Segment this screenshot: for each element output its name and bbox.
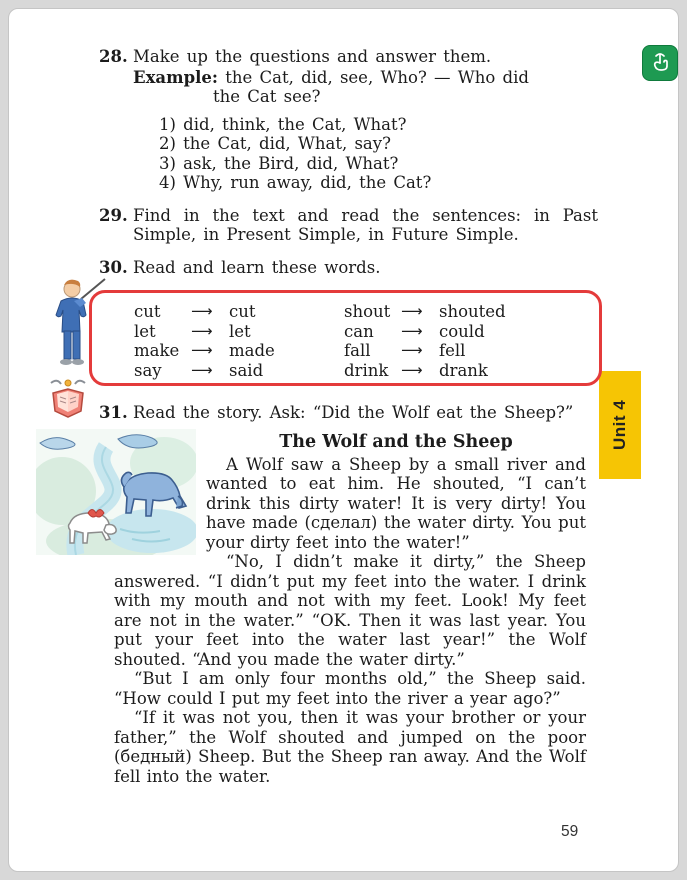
verb-to: could [439, 321, 485, 341]
arrow-icon: ⟶ [191, 302, 213, 320]
arrow-icon: ⟶ [401, 321, 423, 340]
verb-to: shouted [439, 302, 506, 321]
verb-to: made [229, 341, 275, 360]
page-number: 59 [561, 823, 579, 840]
exercise-item: 3) ask, the Bird, did, What? [159, 153, 399, 173]
arrow-icon: ⟶ [191, 360, 213, 379]
story-paragraph: “But I am only four months old,” the Sheep said. “How could I put my feet into the river a year ago?” [114, 669, 586, 708]
exercise-29 [99, 206, 598, 245]
story-paragraph: “No, I didn’t make it dirty,” the Sheep answered. “I didn’t put my feet into the water. I drink with my mouth and not with my feet. Look! My feet are not in the water.” “OK. Then it was last year. You put your feet into the water last year!” the Wolf shouted. “And you made the water dirty.” [114, 552, 586, 669]
exercise-item-list [133, 115, 598, 193]
arrow-icon: ⟶ [401, 360, 423, 379]
arrow-icon: ⟶ [191, 341, 213, 359]
exercise-item: 2) the Cat, did, What, say? [159, 134, 391, 153]
exercise-number: 31. [99, 403, 128, 422]
tap-hand-icon [648, 49, 672, 77]
verb-from: drink [344, 360, 389, 380]
story-title: The Wolf and the Sheep [279, 431, 513, 452]
verb-to: cut [229, 302, 256, 321]
page-content [99, 47, 598, 786]
arrow-icon: ⟶ [401, 341, 423, 359]
unit-tab[interactable]: Unit 4 [599, 371, 641, 479]
story-paragraph: A Wolf saw a Sheep by a small river and wanted to eat him. He shouted, “I can’t drink this dirty water! It is very dirty! You have made (сделал) the water dirty. You put your dirty feet into the water!” [206, 454, 586, 552]
exercise-task: Read the story. Ask: “Did the Wolf eat the Sheep?” [133, 403, 574, 422]
verb-from: fall [344, 341, 371, 360]
exercise-30 [99, 258, 598, 278]
verb-to: said [229, 360, 264, 380]
example-line-1: the Cat, did, see, Who? — Who did [217, 67, 529, 87]
verb-from: make [134, 341, 180, 360]
story-paragraph: “If it was not you, then it was your brother or your father,” the Wolf shouted and jumped on the poor (бедный) Sheep. But the Sheep ran away. And the Wolf fell into the water. [114, 708, 586, 786]
verb-to: drank [439, 360, 488, 380]
example-label: Example: [133, 67, 218, 87]
verb-from: shout [344, 302, 391, 321]
exercise-number: 30. [99, 257, 128, 277]
exercise-task: Read and learn these words. [133, 257, 381, 277]
verb-to: fell [439, 341, 466, 360]
example-line-2: the Cat see? [213, 87, 321, 106]
verb-to: let [229, 321, 251, 341]
arrow-icon: ⟶ [401, 302, 423, 320]
exercise-item: 1) did, think, the Cat, What? [159, 114, 407, 134]
exercise-example [133, 68, 598, 107]
story [114, 429, 586, 787]
tap-gesture-button[interactable] [642, 45, 678, 81]
wolf-and-sheep-illustration [36, 429, 196, 555]
verb-from: cut [134, 302, 161, 321]
exercise-number: 29. [99, 205, 128, 225]
textbook-page [8, 8, 679, 872]
exercise-task: Make up the questions and answer them. [133, 47, 492, 66]
verb-from: can [344, 321, 374, 341]
arrow-icon: ⟶ [191, 321, 213, 340]
exercise-31 [99, 403, 598, 423]
exercise-item: 4) Why, run away, did, the Cat? [159, 173, 432, 192]
verb-from: say [134, 360, 162, 380]
exercise-28 [99, 47, 598, 193]
open-book-icon [45, 377, 91, 427]
verb-from: let [134, 321, 156, 341]
exercise-task: Find in the text and read the sentences: in Past Simple, in Present Simple, in Future Simple. [133, 205, 598, 244]
exercise-number: 28. [99, 47, 128, 66]
irregular-verbs-box [89, 290, 602, 386]
